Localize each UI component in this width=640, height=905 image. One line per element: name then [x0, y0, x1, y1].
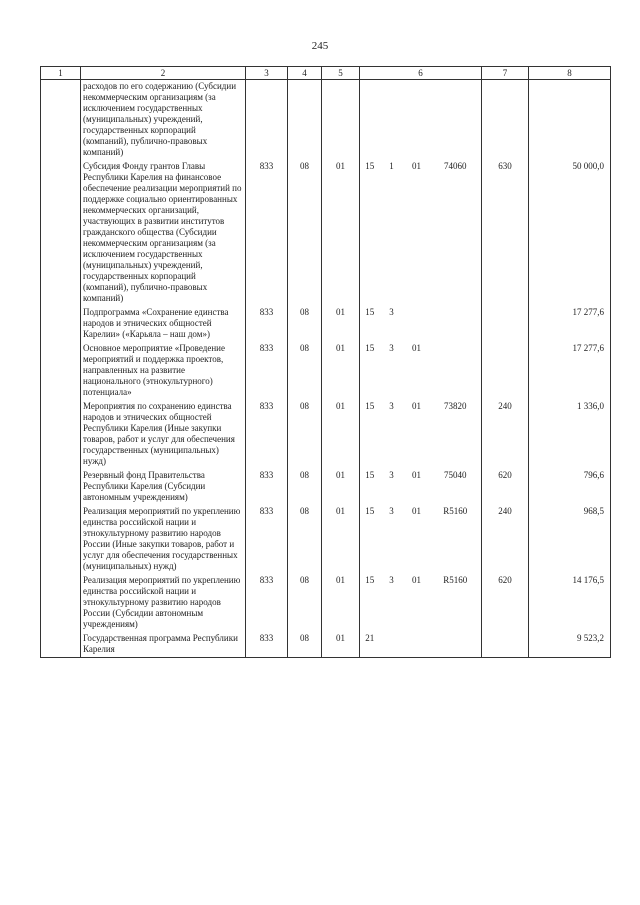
row-cell-c4: 08 — [288, 469, 322, 505]
page-number: 245 — [311, 40, 329, 52]
row-cell-c4: 08 — [288, 632, 322, 658]
table-row — [41, 632, 611, 658]
row-cell-c6c: 01 — [412, 161, 421, 171]
row-cell-c6a: 15 — [360, 306, 380, 342]
row-cell-c6b — [380, 632, 404, 658]
row-cell-c6d — [430, 80, 482, 161]
row-cell-c6d: 75040 — [430, 469, 482, 505]
row-cell-c5: 01 — [322, 469, 360, 505]
row-cell-c1 — [41, 574, 81, 632]
row-cell-c1 — [41, 632, 81, 658]
row-cell-c3: 833 — [246, 632, 288, 658]
row-cell-c7: 240 — [482, 400, 529, 469]
row-cell-c1 — [41, 469, 81, 505]
row-cell-c6c: 01 — [412, 575, 421, 585]
row-cell-c3: 833 — [246, 469, 288, 505]
row-cell-c7 — [482, 342, 529, 400]
row-cell-c6a: 15 — [360, 160, 380, 306]
row-cell-c1 — [41, 80, 81, 161]
col-header-4: 4 — [288, 67, 322, 80]
row-cell-c7 — [482, 306, 529, 342]
row-cell-c6c: 01 — [412, 506, 421, 516]
row-cell-c4: 08 — [288, 306, 322, 342]
row-cell-c4: 08 — [288, 160, 322, 306]
table-row — [41, 505, 611, 574]
row-cell-c5: 01 — [322, 574, 360, 632]
row-name-cell: Основное мероприятие «Проведение мероприятий и поддержка проектов, направленных на развитие национального (этнокультурного) потенциала» — [81, 342, 246, 400]
row-cell-c7: 620 — [482, 469, 529, 505]
row-cell-c4: 08 — [288, 574, 322, 632]
table-row — [41, 469, 611, 505]
row-name-cell: Реализация мероприятий по укреплению единства российской нации и этнокультурному развитию народов России (Субсидии автономным учреждениям) — [81, 574, 246, 632]
row-cell-c6b: 3 — [389, 307, 394, 317]
col-header-7: 7 — [482, 67, 529, 80]
row-cell-c1 — [41, 505, 81, 574]
row-cell-c7: 630 — [482, 160, 529, 306]
row-cell-c1 — [41, 342, 81, 400]
row-cell-c6d — [430, 632, 482, 658]
table-row — [41, 342, 611, 400]
row-cell-c8: 17 277,6 — [529, 306, 611, 342]
row-cell-c6a — [360, 80, 380, 161]
budget-table — [40, 66, 611, 658]
row-cell-c6a: 15 — [360, 400, 380, 469]
row-cell-c6c — [404, 80, 430, 161]
row-cell-c6b: 3 — [389, 401, 394, 411]
row-cell-c8 — [529, 80, 611, 161]
row-cell-c7 — [482, 80, 529, 161]
row-cell-c5: 01 — [322, 505, 360, 574]
row-name-cell: Резервный фонд Правительства Республики Карелия (Субсидии автономным учреждениям) — [81, 469, 246, 505]
row-cell-c4: 08 — [288, 400, 322, 469]
table-row — [41, 574, 611, 632]
row-name-cell: Мероприятия по сохранению единства народов и этнических общностей Республики Карелия (Иные закупки товаров, работ и услуг для обеспечения государственных (муниципальных) нужд) — [81, 400, 246, 469]
row-cell-c6b: 3 — [389, 343, 394, 353]
row-cell-c5: 01 — [322, 306, 360, 342]
row-cell-c6b: 3 — [389, 575, 394, 585]
col-header-5: 5 — [322, 67, 360, 80]
row-cell-c8: 9 523,2 — [529, 632, 611, 658]
row-cell-c5: 01 — [322, 632, 360, 658]
row-cell-c3: 833 — [246, 342, 288, 400]
row-cell-c1 — [41, 400, 81, 469]
row-cell-c6c: 01 — [412, 343, 421, 353]
row-cell-c6a: 15 — [360, 574, 380, 632]
row-cell-c5: 01 — [322, 400, 360, 469]
row-cell-c3: 833 — [246, 400, 288, 469]
row-cell-c3: 833 — [246, 574, 288, 632]
row-cell-c4: 08 — [288, 342, 322, 400]
row-cell-c6c — [404, 632, 430, 658]
row-cell-c7: 240 — [482, 505, 529, 574]
row-cell-c8: 14 176,5 — [529, 574, 611, 632]
row-cell-c6a: 15 — [360, 342, 380, 400]
row-cell-c8: 968,5 — [529, 505, 611, 574]
row-cell-c4: 08 — [288, 505, 322, 574]
row-cell-c6b: 3 — [389, 506, 394, 516]
row-cell-c6c: 01 — [412, 470, 421, 480]
row-name-cell: Реализация мероприятий по укреплению единства российской нации и этнокультурному развитию народов России (Иные закупки товаров, работ и услуг для обеспечения государственных (муниципальных) нужд) — [81, 505, 246, 574]
row-cell-c8: 1 336,0 — [529, 400, 611, 469]
row-cell-c6c — [404, 306, 430, 342]
row-cell-c8: 796,6 — [529, 469, 611, 505]
row-cell-c8: 50 000,0 — [529, 160, 611, 306]
row-cell-c6c: 01 — [412, 401, 421, 411]
row-cell-c3: 833 — [246, 505, 288, 574]
row-cell-c1 — [41, 160, 81, 306]
row-cell-c4 — [288, 80, 322, 161]
row-name-cell: Субсидия Фонду грантов Главы Республики Карелия на финансовое обеспечение реализации мероприятий по поддержке социально ориентированных некоммерческих организаций, участвующих в развитии институтов гражданского общества (Субсидии некоммерческим организациям (за исключением государственных (муниципальных) учреждений, государственных корпораций (компаний), публично-правовых компаний) — [81, 160, 246, 306]
row-name-cell: Подпрограмма «Сохранение единства народов и этнических общностей Карелии» («Карьяла – наш дом») — [81, 306, 246, 342]
row-cell-c7: 620 — [482, 574, 529, 632]
row-cell-c6a: 21 — [360, 632, 380, 658]
row-cell-c6b — [380, 80, 404, 161]
row-cell-c3: 833 — [246, 306, 288, 342]
row-cell-c5: 01 — [322, 342, 360, 400]
row-cell-c6d: 73820 — [430, 400, 482, 469]
row-cell-c6d: R5160 — [430, 505, 482, 574]
col-header-6: 6 — [360, 67, 482, 80]
row-name-cell: Государственная программа Республики Карелия — [81, 632, 246, 658]
row-cell-c7 — [482, 632, 529, 658]
row-cell-c8: 17 277,6 — [529, 342, 611, 400]
header-row — [41, 67, 611, 80]
row-cell-c6a: 15 — [360, 505, 380, 574]
row-cell-c6d: 74060 — [430, 160, 482, 306]
row-cell-c6b: 1 — [389, 161, 394, 171]
row-cell-c5 — [322, 80, 360, 161]
row-cell-c5: 01 — [322, 160, 360, 306]
row-cell-c6b: 3 — [389, 470, 394, 480]
row-cell-c6d — [430, 342, 482, 400]
row-cell-c3: 833 — [246, 160, 288, 306]
table-row — [41, 160, 611, 306]
table-row — [41, 400, 611, 469]
col-header-3: 3 — [246, 67, 288, 80]
table-row — [41, 306, 611, 342]
row-cell-c6d: R5160 — [430, 574, 482, 632]
row-cell-c6a: 15 — [360, 469, 380, 505]
col-header-2: 2 — [81, 67, 246, 80]
row-name-cell: расходов по его содержанию (Субсидии некоммерческим организациям (за исключением государственных (муниципальных) учреждений, государственных корпораций (компаний), публично-правовых компаний) — [81, 80, 246, 161]
col-header-8: 8 — [529, 67, 611, 80]
row-cell-c6d — [430, 306, 482, 342]
row-cell-c3 — [246, 80, 288, 161]
col-header-1: 1 — [41, 67, 81, 80]
table-row — [41, 80, 611, 161]
row-cell-c1 — [41, 306, 81, 342]
